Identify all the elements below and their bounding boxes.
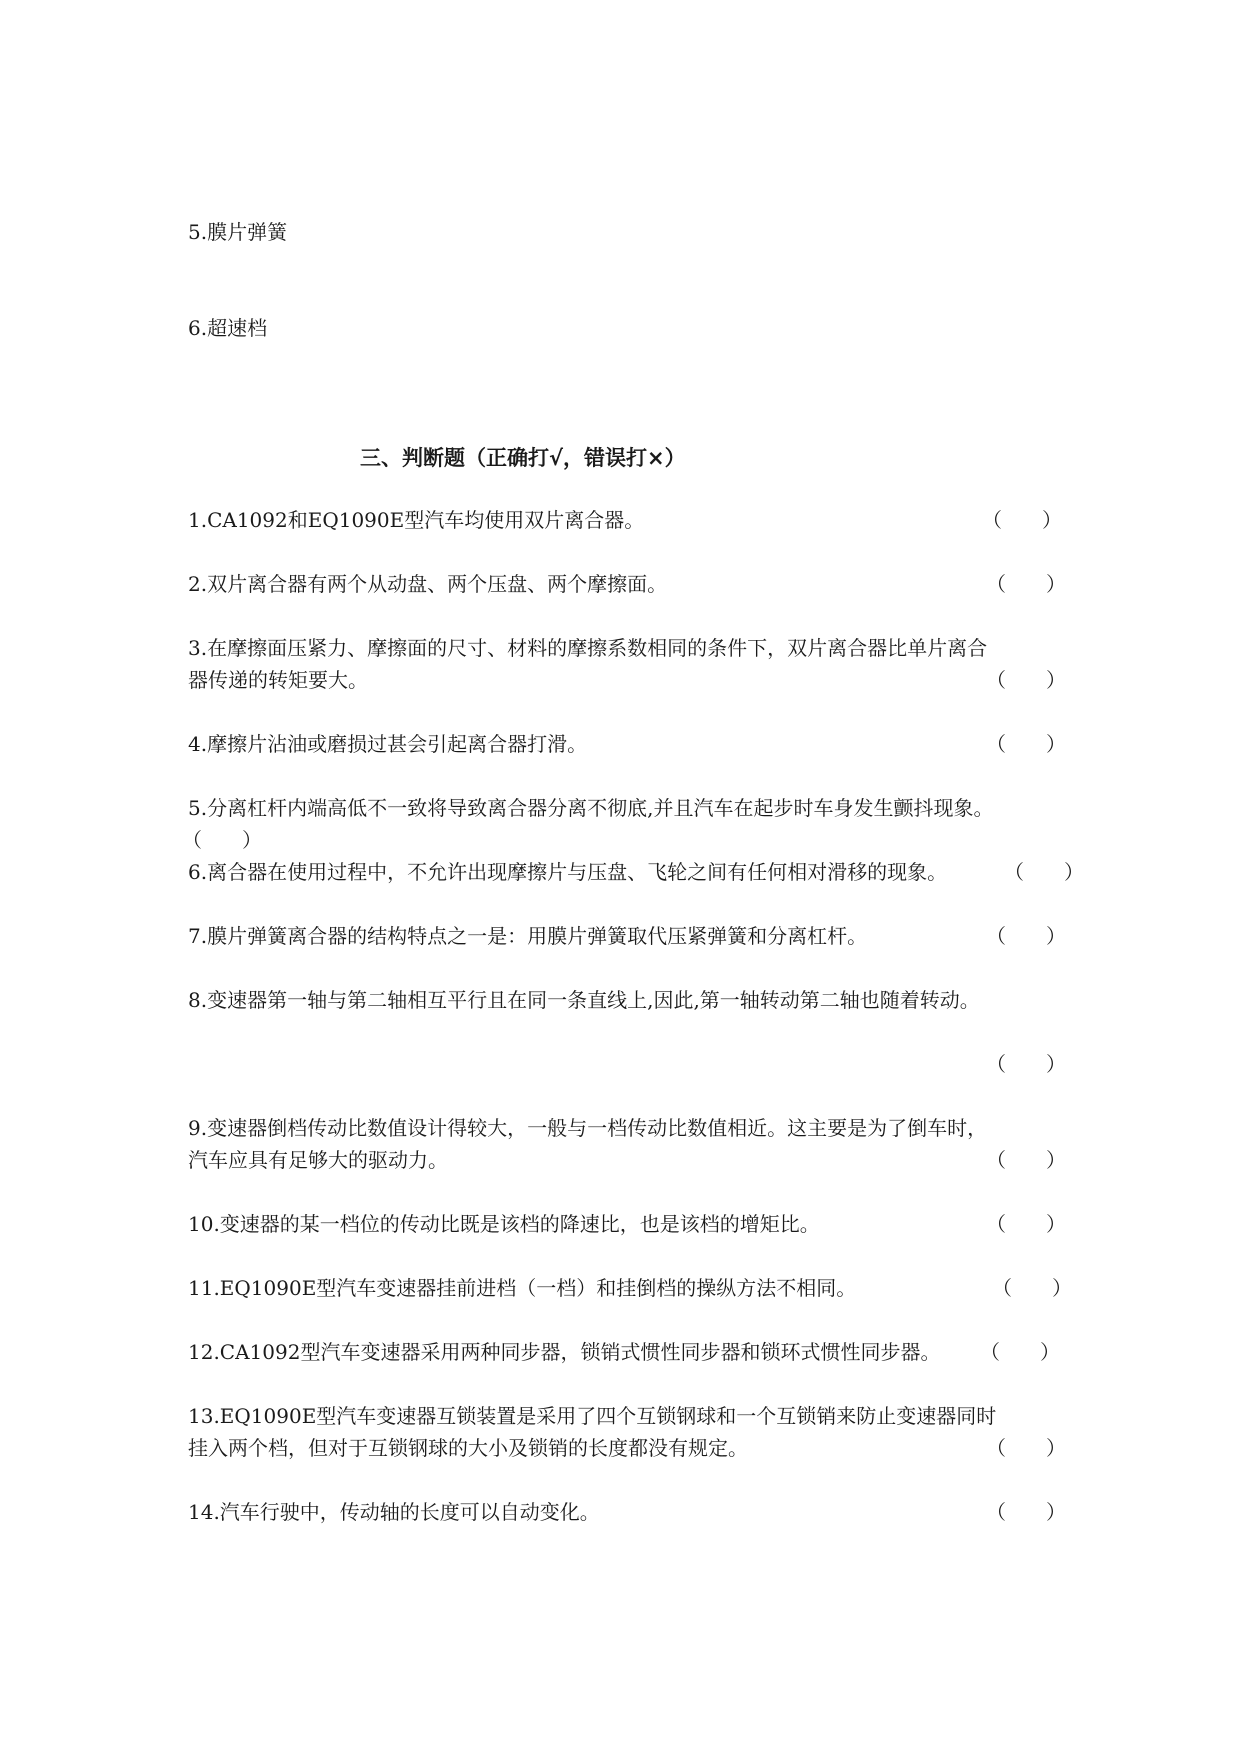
question-14: 14.汽车行驶中，传动轴的长度可以自动变化。	[188, 1500, 600, 1524]
answer-blank-10: （ ）	[986, 1212, 1066, 1236]
question-12: 12.CA1092型汽车变速器采用两种同步器，锁销式惯性同步器和锁环式惯性同步器。	[188, 1340, 941, 1364]
answer-blank-4: （ ）	[986, 732, 1066, 756]
answer-blank-1: （ ）	[982, 508, 1062, 532]
answer-blank-8: （ ）	[986, 1052, 1066, 1076]
answer-blank-14: （ ）	[986, 1500, 1066, 1524]
answer-blank-13: （ ）	[986, 1436, 1066, 1460]
question-10: 10.变速器的某一档位的传动比既是该档的降速比，也是该档的增矩比。	[188, 1212, 820, 1236]
section-title: 三、判断题（正确打√，错误打×）	[360, 446, 686, 470]
answer-blank-5: （ ）	[182, 828, 262, 852]
question-4: 4.摩擦片沾油或磨损过甚会引起离合器打滑。	[188, 732, 588, 756]
question-7: 7.膜片弹簧离合器的结构特点之一是：用膜片弹簧取代压紧弹簧和分离杠杆。	[188, 924, 868, 948]
question-1: 1.CA1092和EQ1090E型汽车均使用双片离合器。	[188, 508, 645, 532]
question-13-line-1: 13.EQ1090E型汽车变速器互锁装置是采用了四个互锁钢球和一个互锁销来防止变速器同时	[188, 1404, 997, 1428]
question-11: 11.EQ1090E型汽车变速器挂前进档（一档）和挂倒档的操纵方法不相同。	[188, 1276, 857, 1300]
question-2: 2.双片离合器有两个从动盘、两个压盘、两个摩擦面。	[188, 572, 668, 596]
question-6: 6.离合器在使用过程中，不允许出现摩擦片与压盘、飞轮之间有任何相对滑移的现象。	[188, 860, 948, 884]
question-9-line-2: 汽车应具有足够大的驱动力。	[188, 1148, 448, 1172]
question-13-line-2: 挂入两个档，但对于互锁钢球的大小及锁销的长度都没有规定。	[188, 1436, 748, 1460]
question-3-line-2: 器传递的转矩要大。	[188, 668, 368, 692]
term-item-5: 5.膜片弹簧	[188, 220, 288, 244]
answer-blank-11: （ ）	[992, 1276, 1072, 1300]
question-8: 8.变速器第一轴与第二轴相互平行且在同一条直线上,因此,第一轴转动第二轴也随着转动。	[188, 988, 980, 1012]
answer-blank-3: （ ）	[986, 668, 1066, 692]
answer-blank-12: （ ）	[980, 1340, 1060, 1364]
answer-blank-6: （ ）	[1004, 860, 1084, 884]
answer-blank-7: （ ）	[986, 924, 1066, 948]
term-item-6: 6.超速档	[188, 316, 268, 340]
question-9-line-1: 9.变速器倒档传动比数值设计得较大，一般与一档传动比数值相近。这主要是为了倒车时，	[188, 1116, 988, 1140]
answer-blank-9: （ ）	[986, 1148, 1066, 1172]
question-5-line-1: 5.分离杠杆内端高低不一致将导致离合器分离不彻底,并且汽车在起步时车身发生颤抖现象。	[188, 796, 994, 820]
question-3-line-1: 3.在摩擦面压紧力、摩擦面的尺寸、材料的摩擦系数相同的条件下，双片离合器比单片离合	[188, 636, 988, 660]
answer-blank-2: （ ）	[986, 572, 1066, 596]
